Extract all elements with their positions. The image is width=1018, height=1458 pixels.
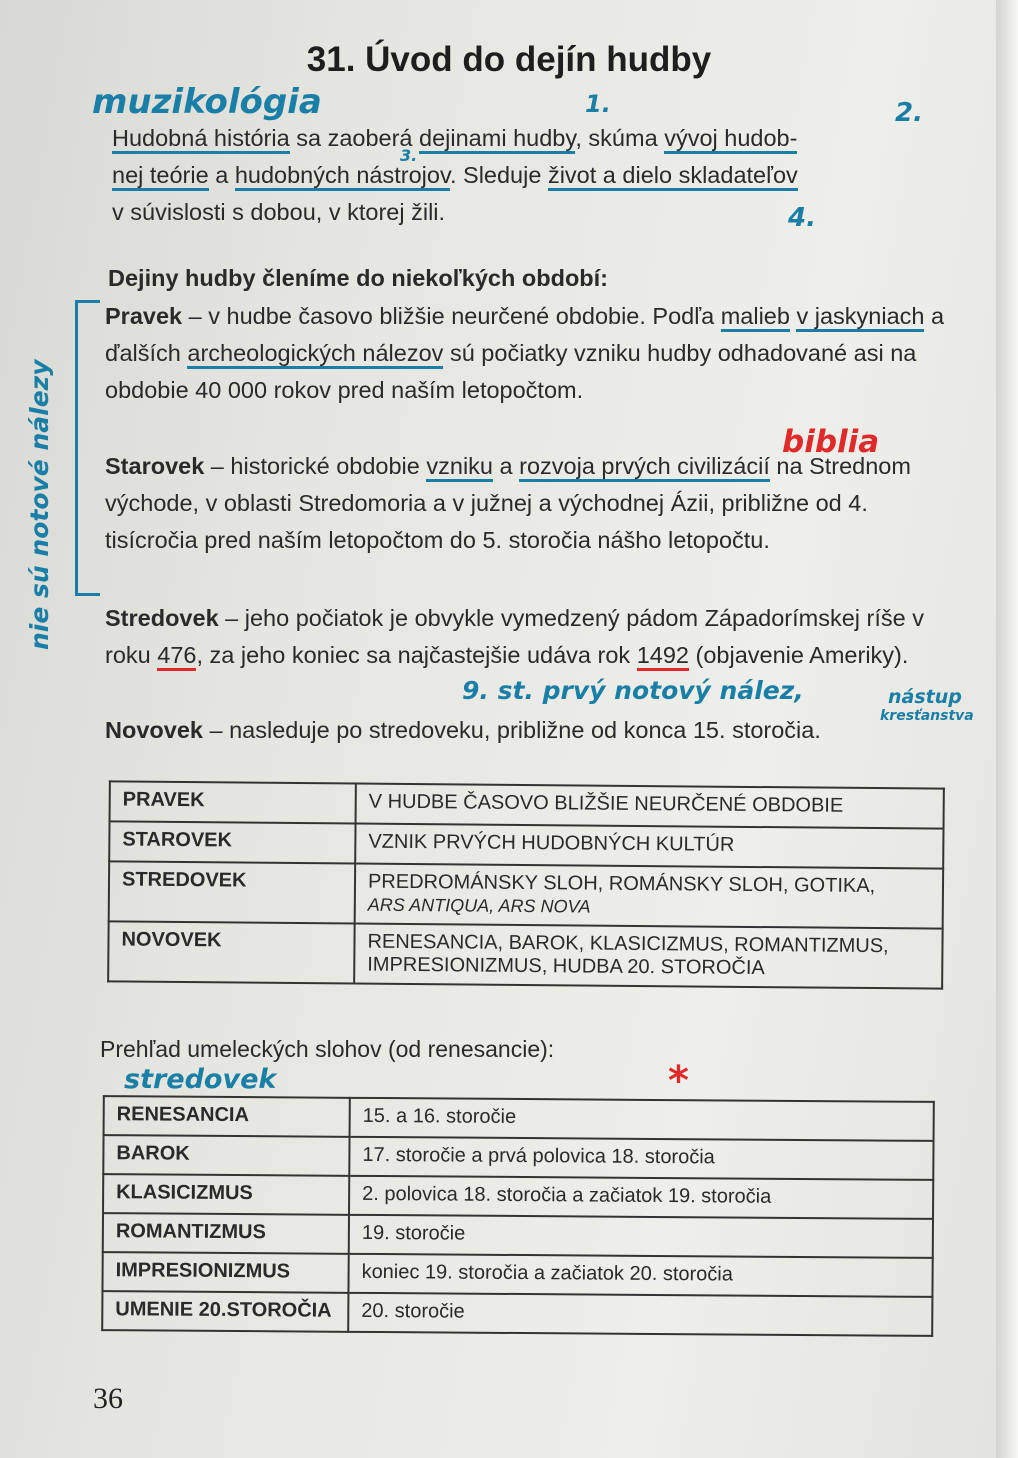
starovek-paragraph [105,448,955,559]
table-row [103,1135,933,1180]
intro-term: hudobných nástrojov [235,162,450,191]
page-title: 31. Úvod do dejín hudby [306,40,712,79]
periods-heading: Dejiny hudby členíme do niekoľkých období: [108,265,609,291]
period-text: a ďalších [105,303,945,366]
table-cell-key: NOVOVEK [108,921,355,983]
period-text: a [493,453,520,479]
period-term: 1492 [637,642,689,671]
note-muzikologia: muzikológia [92,82,322,122]
period-text: – v hudbe časovo bližšie neurčené obdobie. Podľa [182,303,721,329]
cell-text-2: ARS ANTIQUA, ARS NOVA [367,894,591,917]
table-cell-value [354,924,943,989]
cell-text: V HUDBE ČASOVO BLIŽŠIE NEURČENÉ OBDOBIE [368,790,844,817]
table-cell-key: KLASICIZMUS [103,1174,349,1215]
cell-text: VZNIK PRVÝCH HUDOBNÝCH KULTÚR [368,830,735,856]
note-number-3: 3. [400,146,418,165]
table-cell-key: BAROK [103,1135,349,1176]
intro-text: sa zaoberá [289,125,420,151]
note-number-2: 2. [895,98,923,128]
table-cell-key: RENESANCIA [104,1096,350,1137]
period-name: Stredovek [105,605,219,631]
intro-paragraph [112,120,957,231]
table-cell-value: 20. storočie [348,1293,932,1336]
intro-text: v súvislosti s dobou, v ktorej žili. [112,199,446,225]
table-cell-key: UMENIE 20.STOROČIA [102,1291,348,1332]
note-biblia: biblia [782,424,880,460]
table-cell-value [356,784,944,829]
period-text: , za jeho koniec sa najčastejšie udáva rok [196,642,637,668]
period-text: – nasleduje po stredoveku, približne od konca 15. storočia. [202,717,821,743]
table-cell-value: 2. polovica 18. storočia a začiatok 19. storočia [349,1176,933,1219]
table-cell-key: PRAVEK [110,781,356,823]
period-text: – jeho počiatok je obvykle vymedzený pádom Západorímskej ríše v roku [105,605,924,668]
note-number-1: 1. [585,90,611,118]
page-number: 36 [93,1382,123,1415]
period-name: Novovek [105,717,203,743]
note-vertical: nie sú notové nálezy [25,359,54,650]
table-row [104,1096,934,1141]
pravek-paragraph [105,298,955,409]
intro-text: , skúma [575,125,665,151]
table-cell-key: ROMANTIZMUS [103,1213,349,1254]
intro-term: život a dielo skladateľov [548,162,798,191]
intro-term: dejinami hudby [419,125,575,154]
table-row [109,861,943,928]
overview-heading: Prehľad umeleckých slohov (od renesancie): [100,1036,555,1062]
table-row [103,1174,933,1219]
intro-term: nej teórie [112,162,209,191]
table-cell-value [355,824,943,869]
period-term: rozvoja prvých civilizácií [519,453,770,482]
note-krestanstva: kresťanstva [880,708,974,724]
table-cell-key: STREDOVEK [109,861,356,923]
styles-table [101,1095,935,1337]
table-row [103,1213,933,1258]
period-text: na Strednom východe, v oblasti Stredomoria a v južnej a východnej Ázii, približne od 4. tisícročia pred naším letopočtom do 5. storočia nášho letopočtu. [105,453,911,553]
novovek-paragraph [105,712,885,749]
table-cell-value: koniec 19. storočia a začiatok 20. storočia [348,1254,932,1297]
intro-term: vývoj hudob- [664,125,797,154]
table-row [102,1291,932,1336]
periods-table [107,780,945,989]
cell-text-2: IMPRESIONIZMUS, HUDBA 20. STOROČIA [367,953,765,980]
period-term: malieb [721,303,790,332]
period-name: Starovek [105,453,205,479]
note-nastup: nástup [888,686,962,708]
stredovek-paragraph [105,600,955,674]
period-term: vzniku [426,453,493,482]
period-name: Pravek [105,303,183,329]
intro-text: a [208,162,235,188]
bracket-mark [75,300,100,596]
table-cell-key: STAROVEK [109,821,355,863]
table-cell-key: IMPRESIONIZMUS [102,1252,348,1293]
intro-text: . Sleduje [449,162,548,188]
cell-text: RENESANCIA, BAROK, KLASICIZMUS, ROMANTIZMUS, [367,930,889,958]
note-stredovek-table: stredovek [124,1064,277,1095]
note-stredovek: 9. st. prvý notový nález, [462,676,804,705]
table-cell-value: 17. storočie a prvá polovica 18. storočia [349,1137,933,1180]
period-term: archeologických nálezov [187,340,443,369]
table-cell-value [355,864,944,929]
table-cell-value: 15. a 16. storočie [350,1098,934,1141]
period-term: 476 [157,642,196,671]
table-row [108,921,942,988]
note-number-4: 4. [788,203,816,233]
period-text: – historické obdobie [204,453,427,479]
period-text: sú počiatky vzniku hudby odhadované asi na obdobie 40 000 rokov pred naším letopočtom. [105,340,917,403]
period-term: v jaskyniach [796,303,924,332]
period-text: (objavenie Ameriky). [688,642,909,668]
cell-text: PREDROMÁNSKY SLOH, ROMÁNSKY SLOH, GOTIKA, [367,870,876,898]
asterisk-icon: * [668,1058,689,1104]
intro-term: Hudobná história [112,125,290,154]
page-edge [996,0,1018,1458]
table-cell-value: 19. storočie [349,1215,933,1258]
table-row [102,1252,932,1297]
